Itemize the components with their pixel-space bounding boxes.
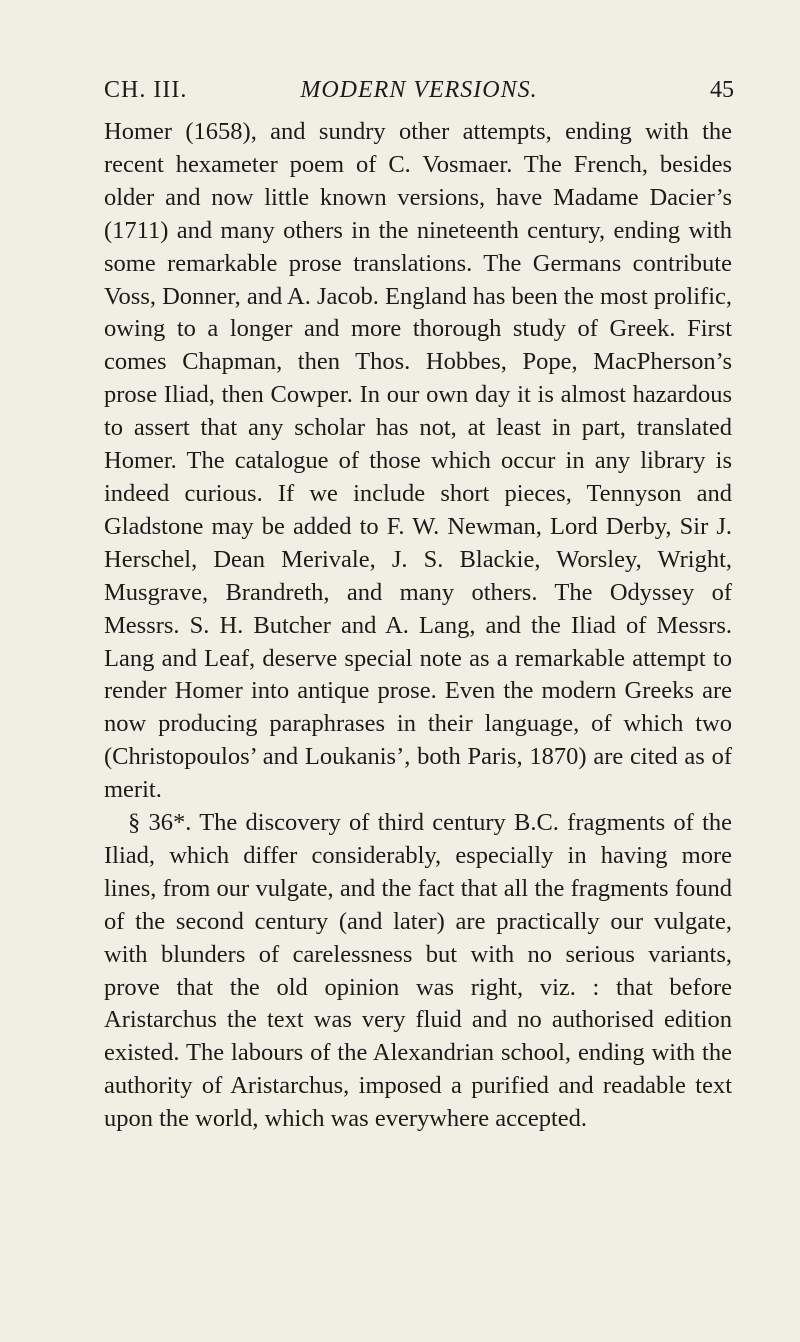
running-head bbox=[104, 72, 734, 108]
body-text bbox=[104, 116, 732, 1136]
running-title: MODERN VERSIONS. bbox=[300, 77, 538, 103]
page-number: 45 bbox=[710, 77, 734, 103]
paragraph-continued: Homer (1658), and sundry other attempts, ending with the recent hexameter poem of C. Vosmaer. The French, besides older and now little known versions, have Madame Dacier’s (1711) and many others in the nineteenth century, ending with some remarkable prose translations. The Germans contribute Voss, Donner, and A. Jacob. England has been the most prolific, owing to a longer and more thorough study of Greek. First comes Chapman, then Thos. Hobbes, Pope, MacPherson’s prose Iliad, then Cowper. In our own day it is almost hazardous to assert that any scholar has not, at least in part, translated Homer. The catalogue of those which occur in any library is indeed curious. If we include short pieces, Tennyson and Gladstone may be added to F. W. Newman, Lord Derby, Sir J. Herschel, Dean Merivale, J. S. Blackie, Worsley, Wright, Musgrave, Brandreth, and many others. The Odyssey of Messrs. S. H. Butcher and A. Lang, and the Iliad of Messrs. Lang and Leaf, deserve special note as a remarkable attempt to render Homer into antique prose. Even the modern Greeks are now producing paraphrases in their language, of which two (Christopoulos’ and Loukanis’, both Paris, 1870) are cited as of merit. bbox=[104, 118, 732, 804]
paragraph-section-36: § 36*. The discovery of third century B.C. fragments of the Iliad, which differ considerably, especially in having more lines, from our vulgate, and the fact that all the fragments found of the second century (and later) are practically our vulgate, with blunders of carelessness but with no serious variants, prove that the old opinion was right, viz. : that before Aristarchus the text was very fluid and no authorised edition existed. The labours of the Alexandrian school, ending with the authority of Aristarchus, imposed a purified and readable text upon the world, which was everywhere accepted. bbox=[104, 809, 732, 1133]
chapter-label: CH. III. bbox=[104, 77, 188, 103]
